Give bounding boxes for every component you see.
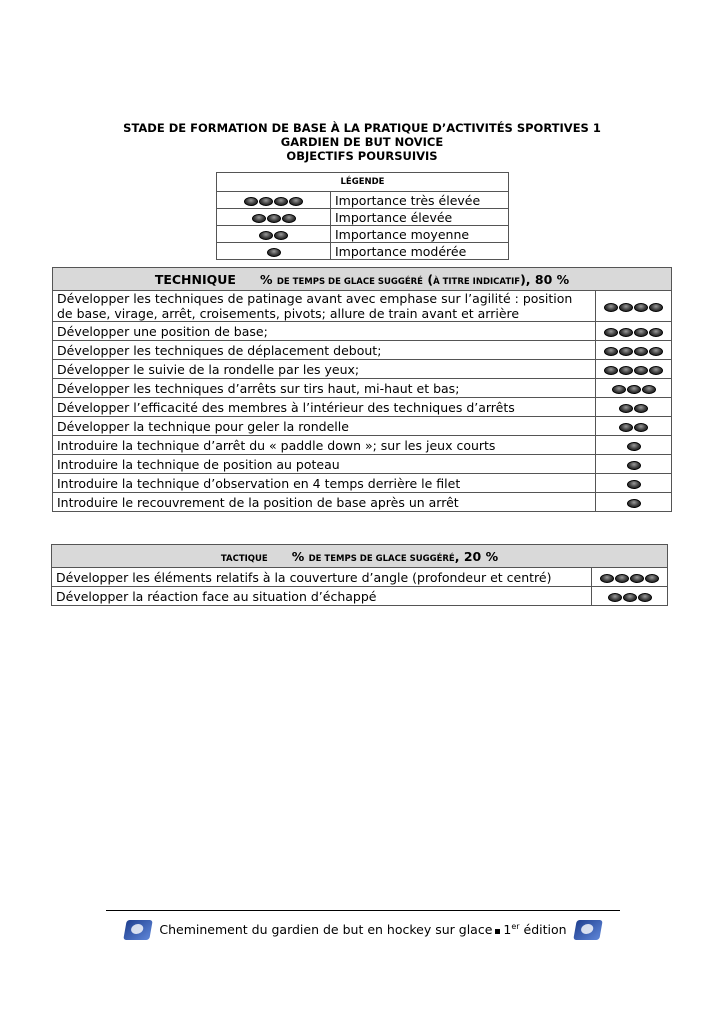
puck-group: [600, 574, 659, 583]
tactique-pct-prefix: %: [291, 548, 309, 564]
puck-icon: [274, 197, 288, 206]
objective-text: Développer une position de base;: [53, 322, 596, 341]
puck-icon: [619, 404, 633, 413]
puck-rating-icon: [217, 226, 331, 243]
legend-label: Importance modérée: [331, 243, 509, 260]
puck-icon: [634, 303, 648, 312]
objective-text: Introduire la technique de position au poteau: [53, 455, 596, 474]
legend-row: [217, 226, 509, 243]
puck-group: [252, 214, 296, 223]
puck-icon: [608, 593, 622, 602]
puck-icon: [634, 366, 648, 375]
puck-rating-icon: [217, 209, 331, 226]
table-row: [52, 568, 668, 587]
table-row: [53, 436, 672, 455]
legend-label: Importance très élevée: [331, 192, 509, 209]
puck-group: [619, 423, 648, 432]
puck-icon: [604, 366, 618, 375]
puck-rating-icon: [592, 587, 668, 606]
legend-row: [217, 192, 509, 209]
puck-rating-icon: [596, 291, 672, 322]
table-row: [53, 398, 672, 417]
puck-rating-icon: [217, 192, 331, 209]
table-row: [53, 417, 672, 436]
table-row: [53, 379, 672, 398]
puck-icon: [634, 347, 648, 356]
puck-icon: [645, 574, 659, 583]
puck-group: [244, 197, 303, 206]
puck-icon: [615, 574, 629, 583]
puck-icon: [604, 328, 618, 337]
puck-group: [604, 328, 663, 337]
legend-header: LÉGENDE: [217, 173, 509, 192]
objective-text: Développer la technique pour geler la rondelle: [53, 417, 596, 436]
puck-rating-icon: [596, 474, 672, 493]
puck-icon: [642, 385, 656, 394]
table-row: [53, 455, 672, 474]
puck-rating-icon: [596, 493, 672, 512]
bullet-icon: [495, 929, 500, 934]
footer-edition-num: 1: [503, 922, 512, 938]
logo-icon: [573, 920, 603, 940]
objective-text: Développer les techniques de patinage avant avec emphase sur l’agilité : position de base, virage, arrêt, croisements, pivots; allure de train avant et arrière: [53, 291, 596, 322]
tactique-pct-text: DE TEMPS DE GLACE SUGGÉRÉ: [308, 553, 455, 564]
puck-icon: [634, 423, 648, 432]
objective-text: Développer l’efficacité des membres à l’intérieur des techniques d’arrêts: [53, 398, 596, 417]
puck-icon: [244, 197, 258, 206]
footer-text: [159, 922, 566, 937]
footer-divider: [106, 910, 620, 911]
tactique-header: [52, 545, 668, 568]
table-row: [53, 341, 672, 360]
puck-icon: [623, 593, 637, 602]
title-line-2: GARDIEN DE BUT NOVICE: [280, 135, 444, 149]
puck-rating-icon: [596, 360, 672, 379]
puck-group: [612, 385, 656, 394]
puck-rating-icon: [596, 436, 672, 455]
legend-label: Importance élevée: [331, 209, 509, 226]
tactique-pct-value: , 20 %: [454, 548, 499, 564]
title-line-1: STADE DE FORMATION DE BASE À LA PRATIQUE D’ACTIVITÉS SPORTIVES 1: [123, 121, 601, 135]
puck-icon: [627, 461, 641, 470]
objective-text: Développer les éléments relatifs à la couverture d’angle (profondeur et centré): [52, 568, 592, 587]
puck-rating-icon: [592, 568, 668, 587]
puck-icon: [619, 303, 633, 312]
puck-icon: [619, 347, 633, 356]
objective-text: Développer les techniques de déplacement debout;: [53, 341, 596, 360]
puck-icon: [600, 574, 614, 583]
puck-icon: [604, 347, 618, 356]
legend-row: [217, 243, 509, 260]
table-row: [53, 360, 672, 379]
puck-group: [627, 442, 641, 451]
puck-group: [619, 404, 648, 413]
table-row: [53, 493, 672, 512]
puck-group: [608, 593, 652, 602]
objective-text: Introduire la technique d’observation en 4 temps derrière le filet: [53, 474, 596, 493]
puck-icon: [619, 423, 633, 432]
puck-icon: [274, 231, 288, 240]
puck-group: [627, 480, 641, 489]
puck-icon: [627, 442, 641, 451]
puck-icon: [604, 303, 618, 312]
puck-icon: [638, 593, 652, 602]
puck-icon: [289, 197, 303, 206]
table-row: [53, 291, 672, 322]
puck-icon: [627, 385, 641, 394]
puck-icon: [649, 347, 663, 356]
technique-pct-note: À TITRE INDICATIF: [433, 276, 521, 287]
objective-text: Développer les techniques d’arrêts sur tirs haut, mi-haut et bas;: [53, 379, 596, 398]
legend-row: [217, 209, 509, 226]
puck-icon: [612, 385, 626, 394]
puck-icon: [627, 480, 641, 489]
puck-rating-icon: [596, 455, 672, 474]
puck-icon: [627, 499, 641, 508]
puck-icon: [619, 328, 633, 337]
technique-pct-prefix: %: [259, 271, 277, 287]
puck-group: [627, 499, 641, 508]
technique-header: [53, 268, 672, 291]
technique-pct-text: DE TEMPS DE GLACE SUGGÉRÉ: [276, 276, 423, 287]
objective-text: Introduire la technique d’arrêt du « paddle down »; sur les jeux courts: [53, 436, 596, 455]
puck-rating-icon: [596, 417, 672, 436]
table-row: [53, 474, 672, 493]
table-row: [52, 587, 668, 606]
title-line-3: OBJECTIFS POURSUIVIS: [286, 149, 438, 163]
puck-rating-icon: [596, 341, 672, 360]
puck-group: [259, 231, 288, 240]
puck-icon: [252, 214, 266, 223]
puck-group: [267, 248, 281, 257]
puck-icon: [259, 231, 273, 240]
footer-edition-word: édition: [523, 922, 567, 938]
technique-pct-value: ), 80 %: [520, 271, 570, 287]
objective-text: Introduire le recouvrement de la position de base après un arrêt: [53, 493, 596, 512]
technique-heading: TECHNIQUE: [154, 271, 236, 287]
objective-text: Développer le suivie de la rondelle par les yeux;: [53, 360, 596, 379]
puck-rating-icon: [596, 322, 672, 341]
puck-group: [627, 461, 641, 470]
puck-icon: [649, 328, 663, 337]
technique-table: [52, 267, 672, 512]
puck-rating-icon: [596, 398, 672, 417]
puck-icon: [267, 214, 281, 223]
table-row: [53, 322, 672, 341]
puck-icon: [630, 574, 644, 583]
puck-group: [604, 366, 663, 375]
puck-icon: [634, 328, 648, 337]
puck-icon: [649, 303, 663, 312]
puck-group: [604, 347, 663, 356]
objective-text: Développer la réaction face au situation d’échappé: [52, 587, 592, 606]
page-title: [0, 121, 724, 163]
puck-group: [604, 303, 663, 312]
technique-pct-paren: (: [422, 271, 434, 287]
puck-icon: [267, 248, 281, 257]
logo-icon: [124, 920, 154, 940]
puck-icon: [619, 366, 633, 375]
tactique-table: [51, 544, 668, 606]
puck-icon: [649, 366, 663, 375]
legend-label: Importance moyenne: [331, 226, 509, 243]
puck-icon: [282, 214, 296, 223]
tactique-heading: TACTIQUE: [220, 553, 268, 564]
puck-rating-icon: [217, 243, 331, 260]
footer-edition-sup: er: [511, 922, 520, 932]
footer: [106, 916, 620, 944]
legend-table: [216, 172, 509, 260]
puck-rating-icon: [596, 379, 672, 398]
puck-icon: [259, 197, 273, 206]
puck-icon: [634, 404, 648, 413]
footer-title: Cheminement du gardien de but en hockey sur glace: [159, 922, 493, 938]
